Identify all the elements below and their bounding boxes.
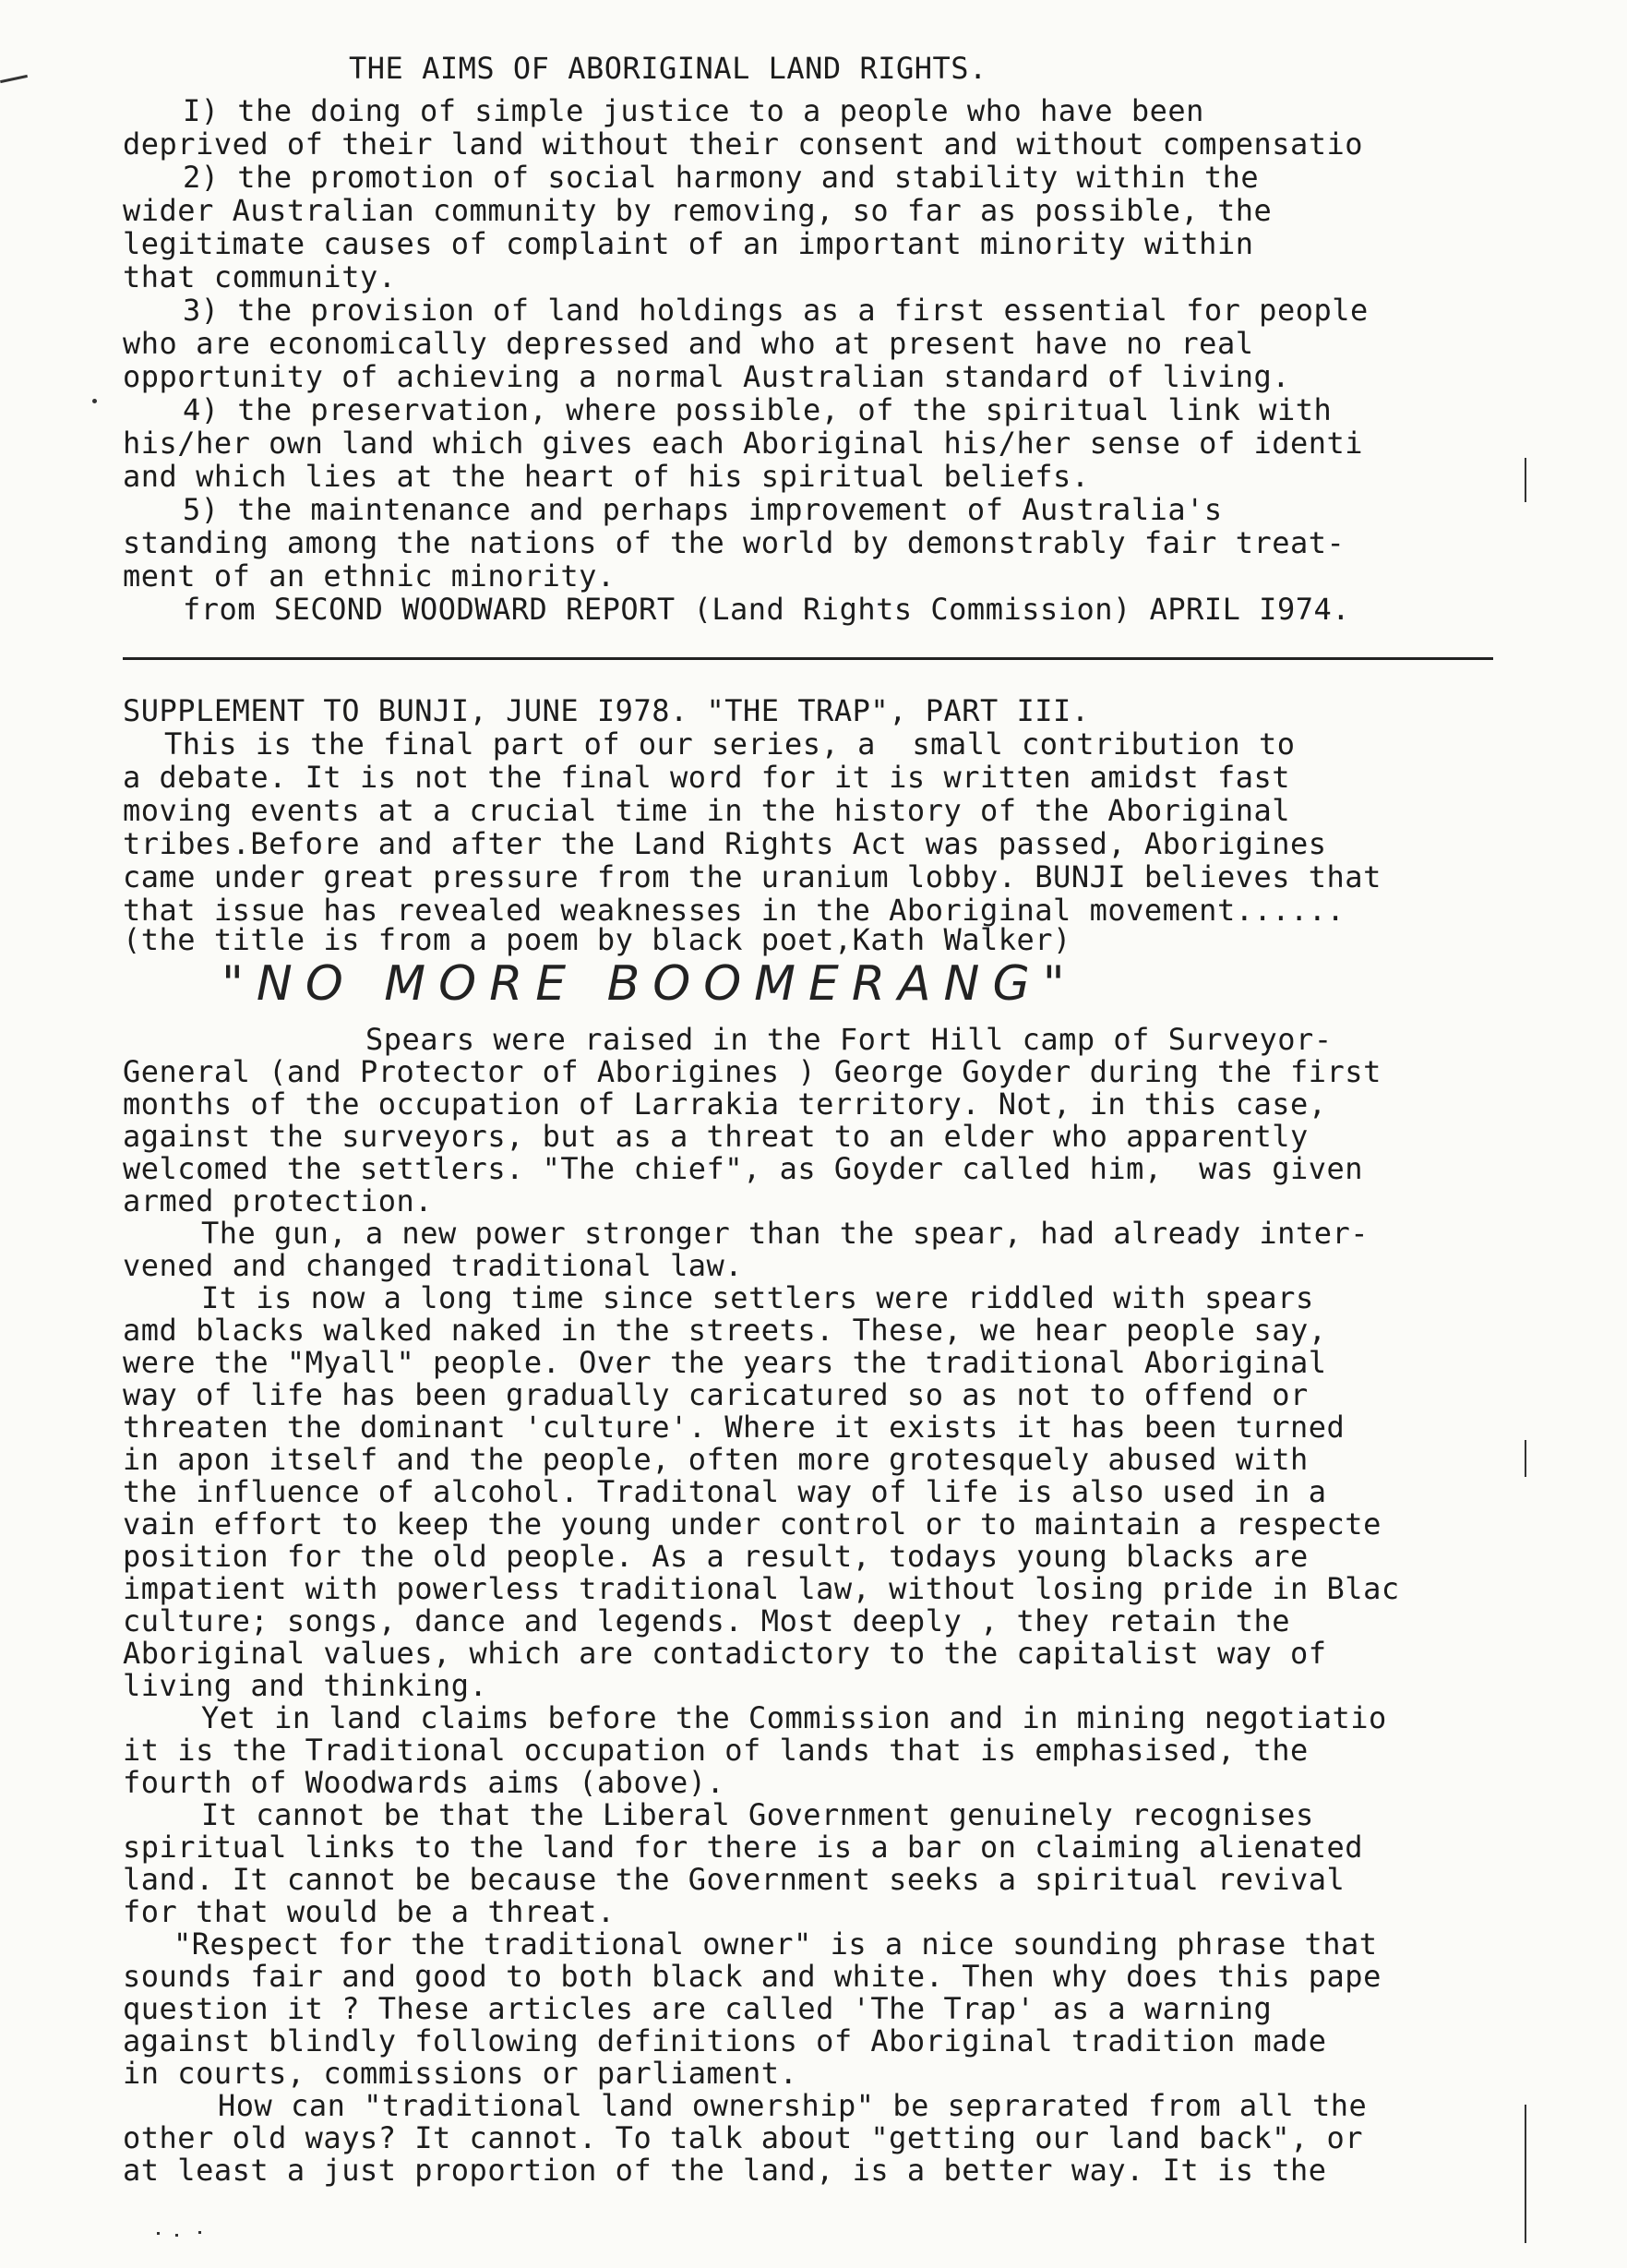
aim-3-line-3: opportunity of achieving a normal Australian standard of living. [123,359,1290,394]
body-line: sounds fair and good to both black and white. Then why does this pape [123,1959,1382,1994]
dust-speck [175,2234,178,2237]
supplement-line: This is the final part of our series, a small contribution to [164,726,1296,762]
body-line: in courts, commissions or parliament. [123,2056,798,2091]
aim-5-line-1: 5) the maintenance and perhaps improvement of Australia's [183,492,1223,527]
body-line: were the "Myall" people. Over the years the traditional Aboriginal [123,1345,1327,1380]
body-line: It cannot be that the Liberal Government genuinely recognises [201,1797,1314,1832]
body-line: other old ways? It cannot. To talk about "getting our land back", or [123,2120,1364,2155]
body-line: welcomed the settlers. "The chief", as Goyder called him, was given [123,1151,1364,1186]
aim-4-line-1: 4) the preservation, where possible, of the spiritual link with [183,392,1333,427]
margin-line [1525,2105,1526,2243]
body-line: at least a just proportion of the land, is a better way. It is the [123,2153,1327,2188]
body-line: position for the old people. As a result, todays young blacks are [123,1539,1309,1574]
body-line: months of the occupation of Larrakia territory. Not, in this case, [123,1086,1327,1122]
body-line: in apon itself and the people, often more grotesquely abused with [123,1442,1309,1477]
aim-4-line-3: and which lies at the heart of his spiritual beliefs. [123,459,1090,494]
handwritten-title: "NO MORE BOOMERANG" [221,956,1078,1012]
body-line: for that would be a threat. [123,1894,616,1929]
body-line: How can "traditional land ownership" be seprarated from all the [218,2088,1368,2123]
aim-5-line-2: standing among the nations of the world by demonstrably fair treat- [123,525,1346,560]
body-line: culture; songs, dance and legends. Most deeply , they retain the [123,1603,1290,1638]
body-line: armed protection. [123,1183,434,1218]
body-line: impatient with powerless traditional law, without losing pride in Blac [123,1571,1400,1606]
aim-3-line-1: 3) the provision of land holdings as a first essential for people [183,293,1369,328]
dust-speck [198,2231,201,2234]
body-line: "Respect for the traditional owner" is a nice sounding phrase that [173,1926,1378,1962]
margin-mark [0,75,28,83]
aim-3-line-2: who are economically depressed and who at present have no real [123,326,1254,361]
source-citation: from SECOND WOODWARD REPORT (Land Rights Commission) APRIL I974. [183,592,1350,627]
aim-1-line-1: I) the doing of simple justice to a people who have been [183,93,1204,128]
page-title: THE AIMS OF ABORIGINAL LAND RIGHTS. [349,51,987,86]
body-line: General (and Protector of Aborigines ) George Goyder during the first [123,1054,1382,1089]
body-line: It is now a long time since settlers were riddled with spears [201,1280,1314,1315]
body-line: against blindly following definitions of Aboriginal tradition made [123,2023,1327,2058]
body-line: amd blacks walked naked in the streets. These, we hear people say, [123,1313,1327,1348]
supplement-line: moving events at a crucial time in the history of the Aboriginal [123,793,1290,828]
aim-4-line-2: his/her own land which gives each Aboriginal his/her sense of identi [123,426,1364,461]
supplement-line: that issue has revealed weaknesses in the Aboriginal movement...... [123,893,1346,928]
aim-5-line-3: ment of an ethnic minority. [123,558,616,594]
body-line: Spears were raised in the Fort Hill camp of Surveyor- [365,1022,1333,1057]
supplement-line: a debate. It is not the final word for it is written amidst fast [123,760,1290,795]
body-line: way of life has been gradually caricatured so as not to offend or [123,1377,1309,1412]
dust-speck [92,399,97,403]
margin-line [1525,1440,1526,1477]
aim-2-line-2: wider Australian community by removing, so far as possible, the [123,193,1273,228]
body-line: spiritual links to the land for there is a bar on claiming alienated [123,1830,1364,1865]
body-line: vain effort to keep the young under control or to maintain a respecte [123,1506,1382,1542]
body-line: vened and changed traditional law. [123,1248,744,1283]
body-line: land. It cannot be because the Government seeks a spiritual revival [123,1862,1346,1897]
supplement-line: tribes.Before and after the Land Rights Act was passed, Aborigines [123,826,1327,861]
body-line: living and thinking. [123,1668,488,1703]
body-line: against the surveyors, but as a threat to an elder who apparently [123,1119,1309,1154]
body-line: fourth of Woodwards aims (above). [123,1765,725,1800]
supplement-heading: SUPPLEMENT TO BUNJI, JUNE I978. "THE TRAP", PART III. [123,693,1090,728]
supplement-line: came under great pressure from the uranium lobby. BUNJI believes that [123,859,1382,894]
body-line: the influence of alcohol. Traditonal way of life is also used in a [123,1474,1327,1509]
supplement-line: (the title is from a poem by black poet,Kath Walker) [123,922,1071,957]
aim-2-line-3: legitimate causes of complaint of an important minority within [123,226,1254,261]
body-line: it is the Traditional occupation of lands that is emphasised, the [123,1733,1309,1768]
body-line: The gun, a new power stronger than the spear, had already inter- [201,1216,1369,1251]
section-divider [123,657,1493,660]
margin-line [1525,458,1526,502]
body-line: threaten the dominant 'culture'. Where it exists it has been turned [123,1410,1346,1445]
aim-2-line-4: that community. [123,259,397,294]
body-line: Yet in land claims before the Commission and in mining negotiatio [201,1700,1387,1735]
aim-2-line-1: 2) the promotion of social harmony and stability within the [183,160,1260,195]
body-line: question it ? These articles are called 'The Trap' as a warning [123,1991,1273,2026]
aim-1-line-2: deprived of their land without their consent and without compensatio [123,126,1364,162]
body-line: Aboriginal values, which are contadictory to the capitalist way of [123,1636,1327,1671]
dust-speck [157,2232,160,2235]
